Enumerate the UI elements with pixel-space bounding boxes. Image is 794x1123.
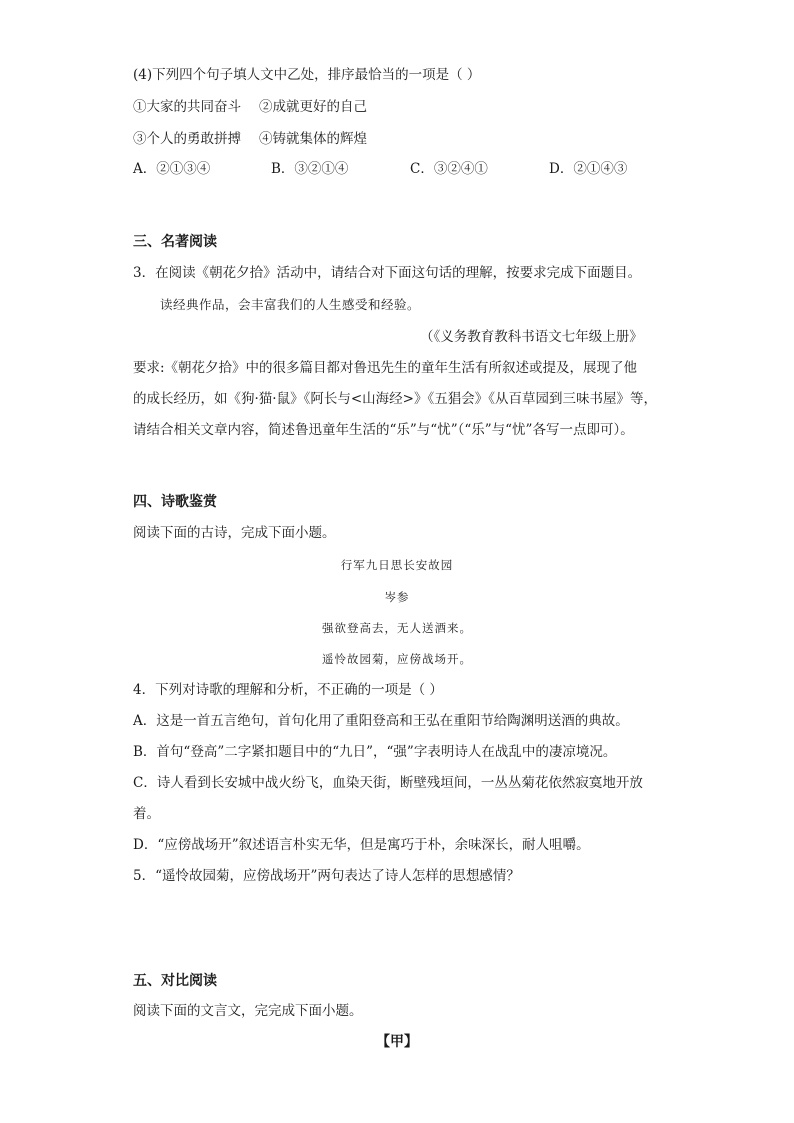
quote-line: 读经典作品，会丰富我们的人生感受和经验。 bbox=[160, 297, 421, 312]
option-c-text-line-1: C．诗人看到长安城中战火纷飞，血染天街，断壁残垣间，一丛丛菊花依然寂寞地开放 bbox=[133, 775, 643, 791]
item-3: ③个人的勇敢拼搏 bbox=[133, 131, 241, 147]
requirement-line-1: 要求:《朝花夕拾》中的很多篇目都对鲁迅先生的童年生活有所叙述或提及，展现了他 bbox=[133, 360, 638, 376]
option-b-text: B．首句“登高”二字紧扣题目中的“九日”，“强”字表明诗人在战乱中的凄凉境况。 bbox=[133, 744, 617, 760]
option-a-text: A．这是一首五言绝句，首句化用了重阳登高和王弘在重阳节给陶渊明送酒的典故。 bbox=[133, 713, 629, 729]
item-4: ④铸就集体的辉煌 bbox=[259, 131, 367, 147]
option-d-text: D．“应傍战场开”叙述语言朴实无华，但是寓巧于朴，余味深长，耐人咀嚼。 bbox=[133, 837, 590, 853]
question-5: 5．“遥怜故园菊，应傍战场开”两句表达了诗人怎样的思想感情？ bbox=[133, 868, 520, 884]
poem-line-2: 遥怜故园菊，应傍战场开。 bbox=[322, 652, 472, 666]
option-d: D．②①④③ bbox=[549, 161, 628, 177]
q4-options bbox=[133, 160, 627, 178]
poem-line-1: 强欲登高去，无人送酒来。 bbox=[322, 621, 472, 635]
quote-source: （《义务教育教科书语文七年级上册》 bbox=[420, 329, 643, 345]
section-5-heading: 五、对比阅读 bbox=[133, 973, 217, 989]
sentence-items-row-2 bbox=[133, 130, 367, 148]
requirement-line-3: 请结合相关文章内容，简述鲁迅童年生活的“乐”与“忧”（“乐”与“忧”各写一点即可）。 bbox=[133, 422, 634, 438]
item-1: ①大家的共同奋斗 bbox=[133, 99, 241, 115]
section-4-heading: 四、诗歌鉴赏 bbox=[133, 494, 217, 510]
q4-stem: (4)下列四个句子填人文中乙处，排序最恰当的一项是（ ） bbox=[133, 67, 481, 83]
option-b: B．③②①④ bbox=[271, 161, 349, 177]
option-c-text-line-2: 着。 bbox=[133, 806, 160, 822]
section-5-intro: 阅读下面的文言文，完完成下面小题。 bbox=[133, 1003, 363, 1019]
question-4: 4．下列对诗歌的理解和分析，不正确的一项是（ ） bbox=[133, 682, 443, 698]
question-3: 3．在阅读《朝花夕拾》活动中，请结合对下面这句话的理解，按要求完成下面题目。 bbox=[133, 265, 642, 281]
sentence-items-row-1 bbox=[133, 98, 367, 116]
requirement-line-2: 的成长经历，如《狗·猫·鼠》《阿长与<山海经>》《五猖会》《从百草园到三味书屋》等， bbox=[133, 391, 657, 407]
poem-author: 岑参 bbox=[384, 590, 410, 604]
option-c: C．③②④① bbox=[410, 161, 488, 177]
poem-title: 行军九日思长安故园 bbox=[340, 558, 454, 572]
item-2: ②成就更好的自己 bbox=[259, 99, 367, 115]
section-4-intro: 阅读下面的古诗，完成下面小题。 bbox=[133, 525, 336, 541]
passage-jia-label: 【甲】 bbox=[376, 1034, 418, 1050]
section-3-heading: 三、名著阅读 bbox=[133, 234, 217, 250]
option-a: A．②①③④ bbox=[133, 161, 211, 177]
